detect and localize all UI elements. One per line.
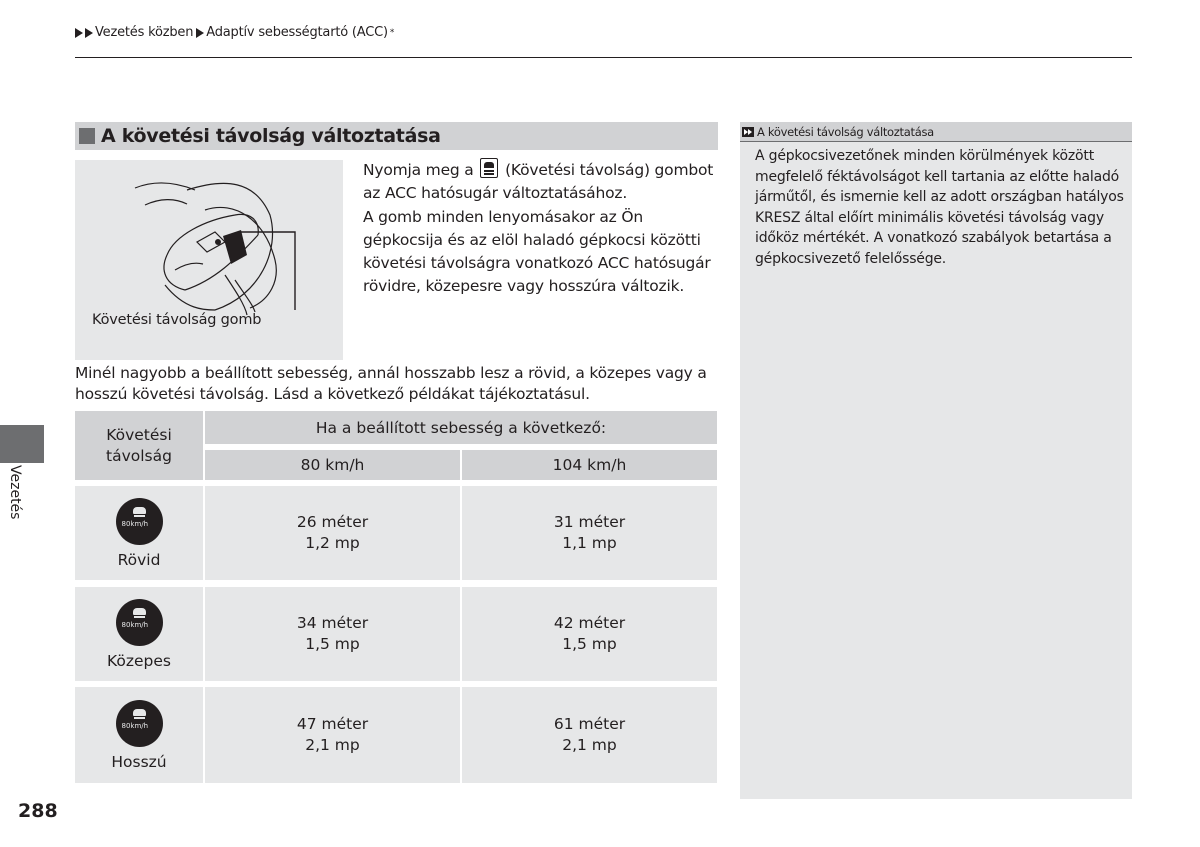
dial-speed-text: 80km/h <box>121 620 149 629</box>
distance-value: 61 méter <box>553 715 626 733</box>
time-value: 1,5 mp <box>562 635 617 653</box>
breadcrumb-item-acc[interactable]: Adaptív sebességtartó (ACC) <box>206 25 388 40</box>
table-row-label-short <box>75 486 203 580</box>
steering-wheel-drawing <box>75 160 343 360</box>
time-value: 2,1 mp <box>305 736 360 754</box>
section-marker-icon <box>79 128 95 144</box>
figure-caption: Követési távolság gomb <box>92 312 262 328</box>
table-row-label-medium <box>75 587 203 681</box>
table-cell <box>462 486 717 580</box>
distance-value: 31 méter <box>553 513 626 531</box>
following-distance-icon <box>480 158 498 178</box>
distance-medium-icon <box>116 599 163 646</box>
intro-line2: A gomb minden lenyomásakor az Ön gépkocsija és az elöl haladó gépkocsi közötti követési távolságra vonatkozó ACC hatósugár rövidre, közepesre vagy hosszúra változik. <box>363 207 711 296</box>
distance-long-icon <box>116 700 163 747</box>
table-header-speed-80: 80 km/h <box>205 450 460 480</box>
distance-value: 34 méter <box>296 614 369 632</box>
chapter-tab[interactable] <box>0 425 44 463</box>
table-cell <box>205 486 460 580</box>
page-number: 288 <box>18 800 58 822</box>
distance-value: 42 méter <box>553 614 626 632</box>
table-cell <box>462 587 717 681</box>
row-label: Közepes <box>107 651 171 670</box>
table-header-following-distance <box>75 411 203 480</box>
steering-wheel-illustration <box>75 160 343 360</box>
row-label: Rövid <box>117 550 161 569</box>
intro-before-icon: Nyomja meg a <box>363 161 474 179</box>
time-value: 2,1 mp <box>562 736 617 754</box>
body-paragraph: Minél nagyobb a beállított sebesség, annál hosszabb lesz a rövid, a közepes vagy a hosszú követési távolság. Lásd a következő példákat tájékoztatásul. <box>75 364 707 403</box>
sidebar-heading <box>740 122 1132 141</box>
header-line: Követési <box>106 425 172 444</box>
breadcrumb <box>75 25 394 40</box>
time-value: 1,5 mp <box>305 635 360 653</box>
sidebar-heading-text: A követési távolság változtatása <box>757 124 934 139</box>
row-label: Hosszú <box>111 752 167 771</box>
arrow-icon <box>85 28 93 38</box>
arrow-icon <box>75 28 83 38</box>
distance-value: 26 méter <box>296 513 369 531</box>
table-header-set-speed: Ha a beállított sebesség a következő: <box>205 411 717 444</box>
breadcrumb-item-driving[interactable]: Vezetés közben <box>95 25 194 40</box>
header-rule <box>75 57 1132 58</box>
section-title: A követési távolság változtatása <box>101 125 441 147</box>
table-cell <box>205 587 460 681</box>
optional-marker: * <box>389 27 395 38</box>
header-line: távolság <box>106 446 172 465</box>
arrow-icon <box>196 28 204 38</box>
callout-line <box>240 232 295 310</box>
time-value: 1,1 mp <box>562 534 617 552</box>
table-row-label-long <box>75 687 203 783</box>
dial-speed-text: 80km/h <box>121 721 149 730</box>
table-header-speed-104: 104 km/h <box>462 450 717 480</box>
table-cell <box>205 687 460 783</box>
sidebar-body: A gépkocsivezetőnek minden körülmények között megfelelő féktávolságot kell tartania az előtte haladó járműtől, és ismernie kell az adott országban hatályos KRESZ által előírt minimális követési távolság vagy időköz mértékét. A vonatkozó szabályok betartása a gépkocsivezető felelőssége. <box>755 148 1124 267</box>
section-heading <box>75 122 718 150</box>
sidebar-note <box>740 122 1132 799</box>
double-arrow-icon <box>742 127 754 137</box>
time-value: 1,2 mp <box>305 534 360 552</box>
intro-text <box>363 158 723 299</box>
dial-speed-text: 80km/h <box>121 519 149 528</box>
distance-short-icon <box>116 498 163 545</box>
chapter-tab-label: Vezetés <box>7 465 23 520</box>
distance-value: 47 méter <box>296 715 369 733</box>
intro-after-icon: (Követési távolság) gombot az ACC hatósugár változtatásához. <box>363 161 714 203</box>
sidebar-rule <box>740 141 1132 142</box>
distance-button-icon <box>215 230 247 264</box>
table-cell <box>462 687 717 783</box>
